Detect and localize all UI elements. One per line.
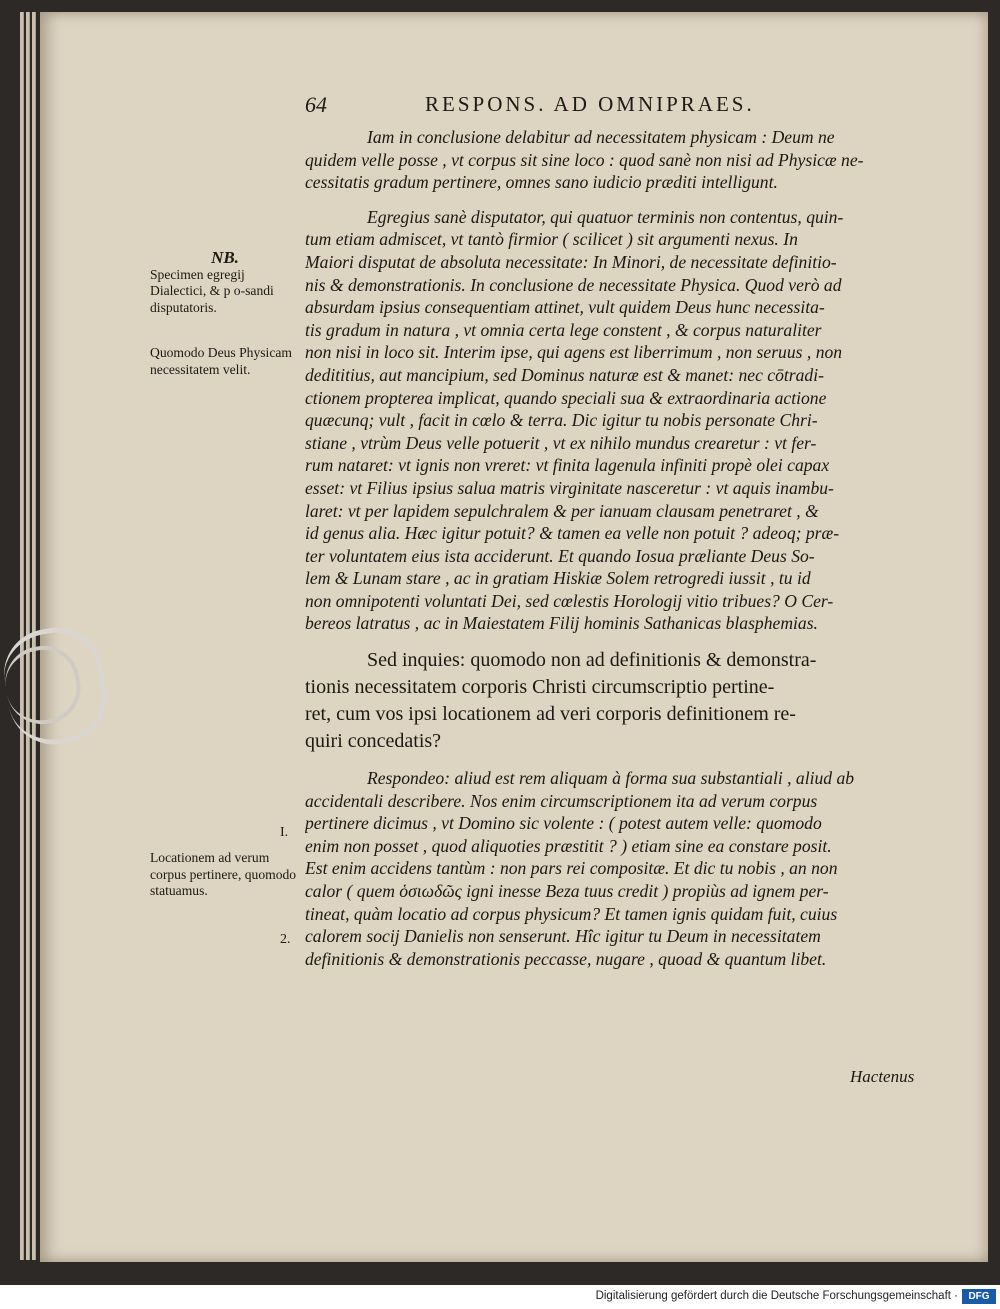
text-line: ter voluntatem eius ista acciderunt. Et quando Iosua præliante Deus So- — [305, 545, 815, 566]
text-line: accidentali describere. Nos enim circumscriptionem ita ad verum corpus — [305, 790, 818, 811]
paragraph — [305, 206, 933, 635]
text-line: lem & Lunam stare , ac in gratiam Hiskiæ Solem retrogredi iussit , tu id — [305, 568, 811, 589]
text-line: laret: vt per lapidem sepulchralem & per ianuam clausam penetraret , & — [305, 500, 819, 521]
text-line: enim non posset , quod aliquoties præstitit ? ) etiam sine ea constare posit. — [305, 835, 832, 856]
paragraph — [305, 767, 933, 970]
margin-number: I. — [280, 825, 289, 840]
funding-text: Digitalisierung gefördert durch die Deutsche Forschungsgemeinschaft · — [595, 1290, 958, 1302]
text-line: cessitatis gradum pertinere, omnes sano iudicio præditi intelligunt. — [305, 172, 778, 193]
text-line: id genus alia. Hæc igitur potuit? & tamen ea velle non potuit ? adeoq; præ- — [305, 523, 840, 544]
dfg-logo: DFG — [962, 1289, 996, 1304]
text-line: absurdam ipsius consequentiam attinet, vult quidem Deus hunc necessita- — [305, 297, 825, 318]
text-line: calorem socij Danielis non senserunt. Hîc igitur tu Deum in necessitatem — [305, 926, 821, 947]
text-line: nis & demonstrationis. In conclusione de necessitate Physica. Quod verò ad — [305, 274, 842, 295]
main-text — [305, 126, 933, 970]
text-line: rum nataret: vt ignis non vreret: vt finita lagenula infiniti propè olei capax — [305, 455, 830, 476]
text-line: calor ( quem ὁσιωδῶς igni inesse Beza tuus credit ) propiùs ad ignem per- — [305, 881, 829, 902]
paragraph — [305, 126, 933, 194]
text-line: quiri concedatis? — [305, 730, 442, 753]
text-line: stiane , vtrùm Deus velle potuerit , vt ex nihilo mundus crearetur : vt fer- — [305, 432, 817, 453]
footer-bar — [0, 1285, 1000, 1309]
margin-note-title: NB. — [211, 248, 239, 267]
page-number: 64 — [305, 92, 327, 117]
text-line: non omnipotenti voluntati Dei, sed cœlestis Horologij vitio tribues? O Cer- — [305, 590, 834, 611]
text-line: non nisi in loco sit. Interim ipse, qui agens est liberrimum , non seruus , non — [305, 342, 843, 363]
margin-number: 2. — [280, 932, 291, 947]
text-line: esset: vt Filius ipsius salua matris virginitate nasceretur : vt aquis inambu- — [305, 477, 834, 498]
text-line: bereos latratus , ac in Maiestatem Filij hominis Sathanicas blasphemias. — [305, 613, 818, 634]
text-line: tis gradum in natura , vt omnia certa lege constent , & corpus naturaliter — [305, 319, 822, 340]
paragraph — [305, 647, 933, 755]
text-line: Iam in conclusione delabitur ad necessitatem physicam : Deum ne — [367, 127, 835, 147]
text-line: tum etiam admiscet, vt tantò firmior ( scilicet ) sit argumenti nexus. In — [305, 229, 798, 250]
margin-note-nb — [150, 250, 300, 316]
text-line: pertinere dicimus , vt Domino sic volente : ( potest autem velle: quomodo — [305, 813, 822, 834]
margin-note-text: Specimen egregij Dialectici, & p o-sandi disputatoris. — [150, 266, 274, 315]
text-line: ret, cum vos ipsi locationem ad veri corporis definitionem re- — [305, 703, 796, 726]
catchword: Hactenus — [850, 1067, 915, 1086]
text-line: tionis necessitatem corporis Christi circumscriptio pertine- — [305, 676, 775, 699]
text-line: quæcunq; vult , facit in cœlo & terra. Dic igitur tu nobis personate Chri- — [305, 410, 818, 431]
text-line: Respondeo: aliud est rem aliquam à forma sua substantiali , aliud ab — [367, 768, 855, 789]
text-line: dedititius, aut mancipium, sed Dominus naturæ est & manet: nec cōtradi- — [305, 364, 824, 385]
page-header — [305, 92, 925, 124]
text-line: tineat, quàm locatio ad corpus physicum? Et tamen ignis quidam fuit, cuius — [305, 903, 838, 924]
margin-note-physica: Quomodo Deus Physicam necessitatem velit. — [150, 345, 292, 377]
text-line: Sed inquies: quomodo non ad definitionis & demonstra- — [367, 649, 817, 672]
text-line: Maiori disputat de absoluta necessitate: In Minori, de necessitate definitio- — [305, 251, 837, 272]
text-line: Est enim accidens tantùm : non pars rei compositæ. Et dic tu nobis , an non — [305, 858, 838, 879]
margin-note-locatio: Locationem ad verum corpus pertinere, quomodo statuamus. — [150, 850, 297, 898]
text-line: definitionis & demonstrationis peccasse, nugare , quoad & quantum libet. — [305, 948, 827, 969]
text-line: ctionem propterea implicat, quando speciali sua & extraordinaria actione — [305, 387, 827, 408]
text-line: quidem velle posse , vt corpus sit sine loco : quod sanè non nisi ad Physicæ ne- — [305, 149, 864, 170]
text-line: Egregius sanè disputator, qui quatuor terminis non contentus, quin- — [367, 206, 844, 227]
running-title: RESPONS. AD OMNIPRAES. — [425, 92, 755, 116]
